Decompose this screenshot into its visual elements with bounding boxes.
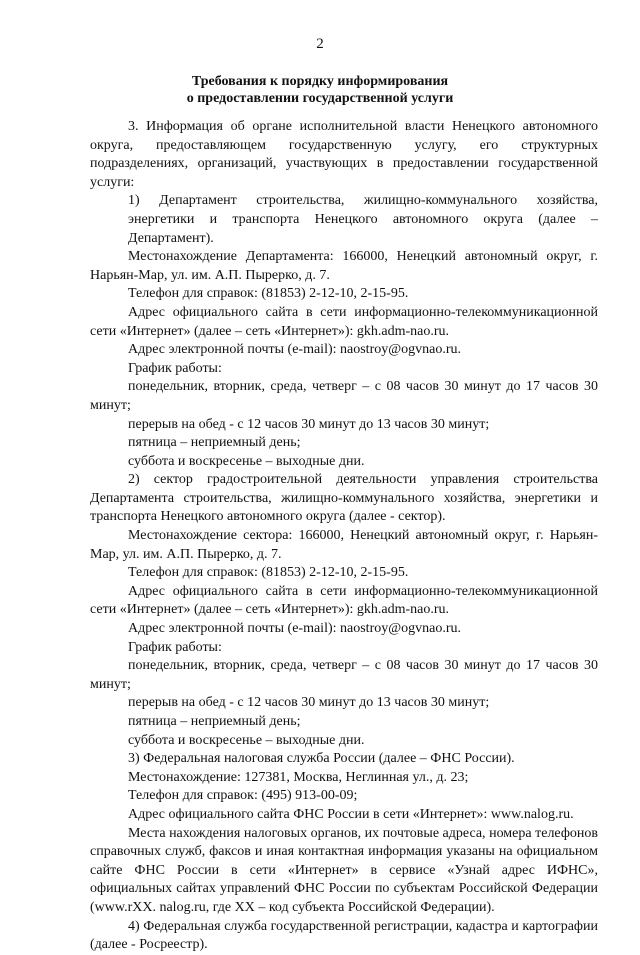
section-title-line-2: о предоставлении государственной услуги (186, 91, 454, 106)
paragraph-fns-website: Адрес официального сайта ФНС России в сети «Интернет»: www.nalog.ru. (128, 806, 574, 822)
paragraph-fns-location: Местонахождение: 127381, Москва, Неглинная ул., д. 23; (128, 769, 469, 785)
paragraph-sector-email: Адрес электронной почты (e-mail): naostroy@ogvnao.ru. (128, 621, 461, 637)
paragraph-item-3-intro: 3. Информация об органе исполнительной власти Ненецкого автономного округа, предоставляющем государственную услугу, его структурных подразделениях, организаций, участвующих в предоставлении государственной услуги: (90, 119, 598, 190)
paragraph-department-schedule-friday: пятница – неприемный день; (128, 435, 301, 451)
document-body (90, 118, 598, 955)
paragraph-rosreestr: 4) Федеральная служба государственной регистрации, кадастра и картографии (далее - Росреестр). (90, 918, 598, 953)
paragraph-department-schedule-weekend: суббота и воскресенье – выходные дни. (128, 453, 365, 469)
section-title-line-1: Требования к порядку информирования (191, 74, 449, 89)
paragraph-department-phone: Телефон для справок: (81853) 2-12-10, 2-15-95. (128, 286, 409, 302)
paragraph-sector-schedule-friday: пятница – неприемный день; (128, 714, 301, 729)
paragraph-sector-schedule-weekdays: понедельник, вторник, среда, четверг – с 08 часов 30 минут до 17 часов 30 минут; (90, 658, 598, 692)
section-title (0, 73, 640, 107)
paragraph-department-schedule-lunch: перерыв на обед - с 12 часов 30 минут до 13 часов 30 минут; (128, 416, 490, 432)
paragraph-sector-location: Местонахождение сектора: 166000, Ненецкий автономный округ, г. Нарьян-Мар, ул. им. А.П. Пырерко, д. 7. (90, 528, 598, 562)
paragraph-department-email: Адрес электронной почты (e-mail): naostroy@ogvnao.ru. (128, 342, 461, 358)
paragraph-fns-phone: Телефон для справок: (495) 913-00-09; (128, 788, 358, 804)
page-number: 2 (316, 36, 324, 52)
paragraph-sector-schedule-lunch: перерыв на обед - с 12 часов 30 минут до 13 часов 30 минут; (128, 695, 490, 711)
paragraph-department: 1) Департамент строительства, жилищно-коммунального хозяйства, энергетики и транспорта Ненецкого автономного округа (далее – Департамент). (128, 193, 598, 246)
paragraph-department-schedule-heading: График работы: (128, 360, 222, 376)
paragraph-fns: 3) Федеральная налоговая служба России (далее – ФНС России). (128, 751, 515, 767)
paragraph-department-website: Адрес официального сайта в сети информационно-телекоммуникационной сети «Интернет» (далее – сеть «Интернет»): gkh.adm-nao.ru. (90, 304, 598, 339)
paragraph-sector-phone: Телефон для справок: (81853) 2-12-10, 2-15-95. (128, 565, 409, 581)
paragraph-sector-website: Адрес официального сайта в сети информационно-телекоммуникационной сети «Интернет» (далее – сеть «Интернет»): gkh.adm-nao.ru. (90, 583, 598, 618)
paragraph-department-schedule-weekdays: понедельник, вторник, среда, четверг – с 08 часов 30 минут до 17 часов 30 минут; (90, 379, 598, 413)
paragraph-fns-offices: Места нахождения налоговых органов, их почтовые адреса, номера телефонов справочных служб, факсов и иная контактная информация указаны на официальном сайте ФНС России в сети «Интернет» в сервисе «Узнай адрес ИФНС», официальных сайтах управлений ФНС России по субъектам Российской Федерации (www.rXX. nalog.ru, где XX – код субъекта Российской Федерации). (90, 825, 598, 915)
paragraph-department-location: Местонахождение Департамента: 166000, Ненецкий автономный округ, г. Нарьян-Мар, ул. им. А.П. Пырерко, д. 7. (90, 249, 598, 283)
paragraph-sector: 2) сектор градостроительной деятельности управления строительства Департамента строительства, жилищно-коммунального хозяйства, энергетики и транспорта Ненецкого автономного округа (далее - сектор). (90, 472, 598, 525)
paragraph-sector-schedule-weekend: суббота и воскресенье – выходные дни. (128, 732, 365, 748)
paragraph-sector-schedule-heading: График работы: (128, 639, 222, 655)
